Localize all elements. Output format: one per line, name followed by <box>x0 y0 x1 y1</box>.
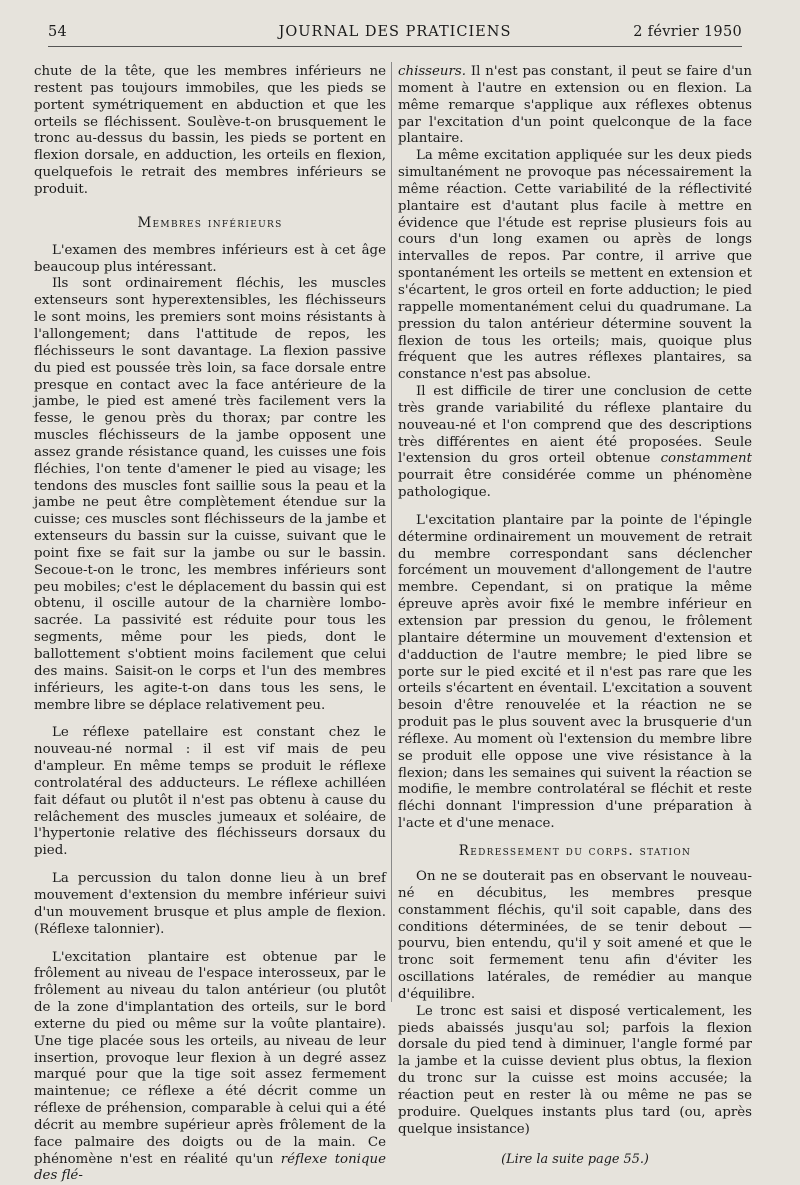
text-run: Il n'est pas constant, il peut se faire d'un moment à l'autre en extension ou en flexion. La même remarque s'applique aux réflexes obtenus par l'excitation d'un point quelconque de la face plantaire. <box>398 64 752 146</box>
italic-text: chisseurs. <box>398 64 466 79</box>
journal-title: JOURNAL DES PRATICIENS <box>48 24 742 40</box>
section-heading-membres-inferieurs: Membres inférieurs <box>34 215 386 231</box>
issue-date: 2 février 1950 <box>633 24 742 40</box>
paragraph: Le tronc est saisi et disposé verticalement, les pieds abaissés jusqu'au sol; parfois la flexion dorsale du pied tend à diminuer, l'angle formé par la jambe et la cuisse devient plus obtus, la flexion du tronc sur la cuisse est moins accusée; la réaction peut en rester là ou même ne pas se produire. Quelques instants plus tard (ou, après quelque insistance) <box>398 1004 752 1139</box>
paragraph: La même excitation appliquée sur les deux pieds simultanément ne provoque pas nécessairement la même réaction. Cette variabilité de la réflectivité plantaire est d'autant plus facile à mettre en évidence que l'étude est reprise plusieurs fois au cours d'un long examen ou après de longs intervalles de repos. Par contre, il arrive que spontanément les orteils se mettent en extension et s'écartent, le gros orteil en forte adduction; le pied rappelle momentanément celui du quadrumane. La pression du talon antérieur détermine souvent la flexion de tous les orteils; mais, quoique plus fréquent que les autres réflexes plantaires, sa constance n'est pas absolue. <box>398 148 752 384</box>
text-run: Il est difficile de tirer une conclusion de cette très grande variabilité du réflexe plantaire du nouveau-né et l'on comprend que des descriptions très différentes en aient été proposées. Seule l'extension du gros orteil obtenue <box>398 384 752 466</box>
italic-text: réflexe tonique des flé- <box>34 1152 386 1184</box>
paragraph: La percussion du talon donne lieu à un bref mouvement d'extension du membre inférieur suivi d'un mouvement brusque et plus ample de flexion. (Réflexe talonnier). <box>34 871 386 938</box>
paragraph: L'excitation plantaire par la pointe de l'épingle détermine ordinairement un mouvement de retrait du membre correspondant sans déclencher forcément un mouvement d'allongement de l'autre membre. Cependant, si on pratique la même épreuve après avoir fixé le membre inférieur en extension par pression du genou, le frôlement plantaire détermine un mouvement d'extension et d'adduction de l'autre membre; le pied libre se porte sur le pied excité et il n'est pas rare que les orteils s'écartent en éventail. L'excitation a souvent besoin d'être renouvelée et la réaction ne se produit pas le plus souvent avec la brusquerie d'un réflexe. Au moment où l'extension du membre libre se produit elle oppose une vive résistance à la flexion; dans les semaines qui suivent la réaction se modifie, le membre controlatéral se fléchit et reste fléchi donnant l'impression d'une préparation à l'acte et d'une menace. <box>398 513 752 833</box>
paragraph: Le réflexe patellaire est constant chez le nouveau-né normal : il est vif mais de peu d'ampleur. En même temps se produit le réflexe controlatéral des adducteurs. Le réflexe achilléen fait défaut ou plutôt il n'est pas obtenu à cause du relâchement des muscles jumeaux et soléaire, de l'hypertonie relative des fléchisseurs dorsaux du pied. <box>34 725 386 860</box>
paragraph: On ne se douterait pas en observant le nouveau-né en décubitus, les membres presque constamment fléchis, qu'il soit capable, dans des conditions déterminées, de se tenir debout — pourvu, bien entendu, qu'il y soit amené et que le tronc soit fermement tenu afin d'éviter les oscillations latérales, de remédier au manque d'équilibre. <box>398 869 752 1004</box>
paragraph: Ils sont ordinairement fléchis, les muscles extenseurs sont hyperextensibles, les fléchisseurs le sont moins, les premiers sont moins résistants à l'allongement; dans l'attitude de repos, les fléchisseurs le sont davantage. La flexion passive du pied est poussée très loin, sa face dorsale entre presque en contact avec la face antérieure de la jambe, le pied est amené très facilement vers la fesse, le genou près du thorax; par contre les muscles fléchisseurs de la jambe opposent une assez grande résistance quand, les cuisses une fois fléchies, l'on tente d'amener le pied au visage; les tendons des muscles font saillie sous la peau et la jambe ne peut être complètement étendue sur la cuisse; ces muscles sont fléchisseurs de la jambe et extenseurs du bassin sur la cuisse, suivant que le point fixe se fait sur la jambe ou sur le bassin. Secoue-t-on le tronc, les membres inférieurs sont peu mobiles; c'est le déplacement du bassin qui est obtenu, il oscille autour de la charnière lombo-sacrée. La passivité est réduite pour tous les segments, même pour les pieds, dont le ballottement s'obtient moins facilement que celui des mains. Saisit-on le corps et l'un des membres inférieurs, les agite-t-on dans tous les sens, le membre libre se déplace relativement peu. <box>34 276 386 714</box>
text-run: L'excitation plantaire est obtenue par le frôlement au niveau de l'espace interosseux, par le frôlement au niveau du talon antérieur (ou plutôt de la zone d'implantation des orteils, sur le bord externe du pied ou même sur la voûte plantaire). Une tige placée sous les orteils, au niveau de leur insertion, provoque leur flexion à un degré assez marqué pour que la tige soit assez fermement maintenue; ce réflexe a été décrit comme un réflexe de préhension, comparable à celui qui a été décrit au membre supérieur après frôlement de la face palmaire des doigts ou de la main. Ce phénomène n'est en réalité qu'un <box>34 950 386 1167</box>
paragraph: chute de la tête, que les membres inférieurs ne restent pas toujours immobiles, que les pieds se portent symétriquement en abduction et que les orteils se fléchissent. Soulève-t-on brusquement le tronc au-dessus du bassin, les pieds se portent en flexion dorsale, en adduction, les orteils en flexion, quelquefois le retrait des membres inférieurs se produit. <box>34 64 386 199</box>
text-run: pourrait être considérée comme un phénomène pathologique. <box>398 468 752 500</box>
page-number: 54 <box>48 24 67 40</box>
paragraph <box>34 950 386 1185</box>
paragraph: L'examen des membres inférieurs est à cet âge beaucoup plus intéressant. <box>34 243 386 277</box>
section-heading-redressement: Redressement du corps. station <box>398 843 752 859</box>
left-column <box>34 64 386 1185</box>
continued-note: (Lire la suite page 55.) <box>398 1152 752 1169</box>
paragraph <box>398 384 752 502</box>
right-column <box>398 64 752 1169</box>
paragraph <box>398 64 752 148</box>
italic-text: constamment <box>661 451 752 466</box>
column-divider <box>391 62 392 1002</box>
page-header <box>48 20 742 47</box>
